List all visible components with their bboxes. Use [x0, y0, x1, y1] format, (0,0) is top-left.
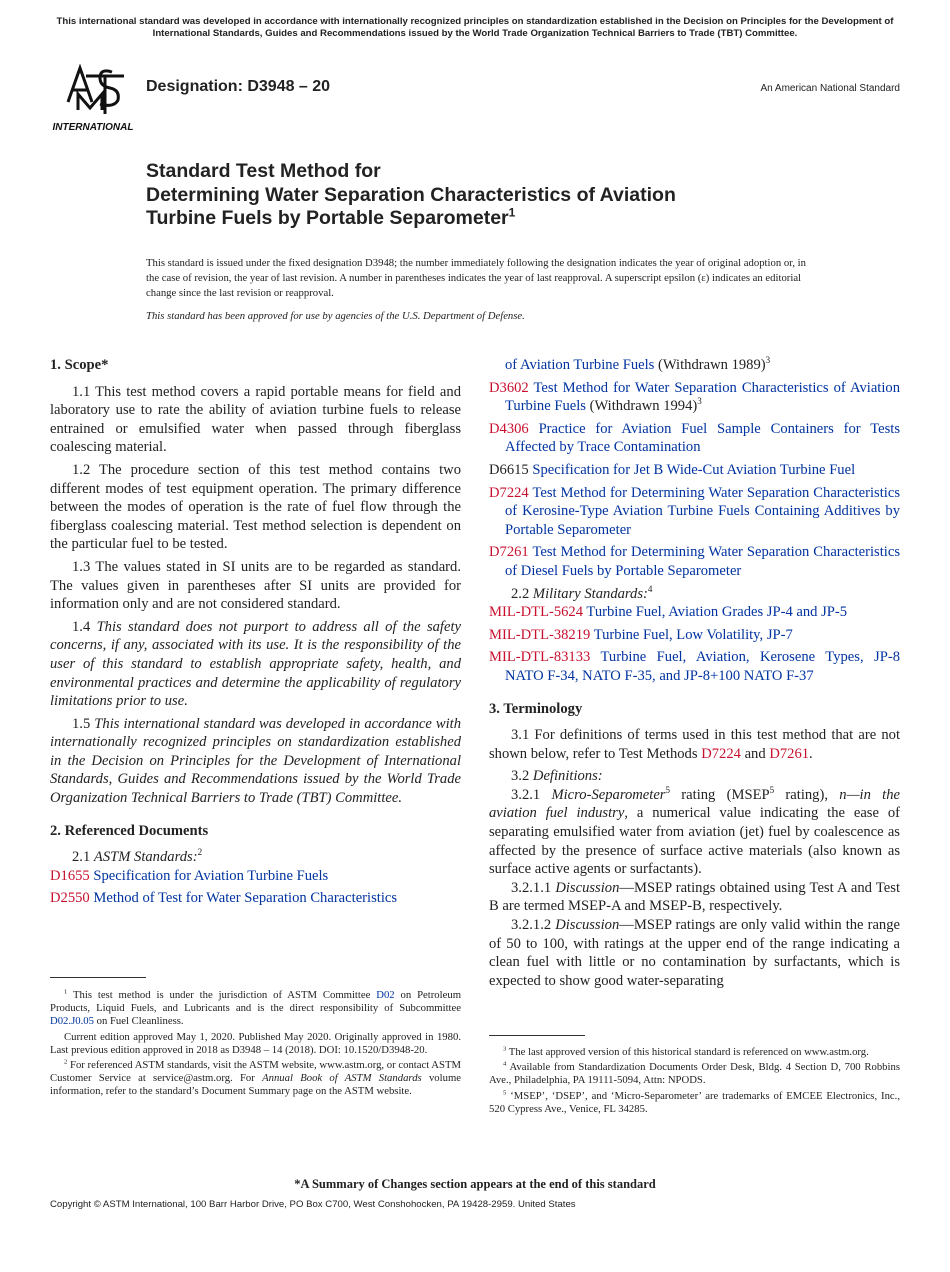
mil-5624-code-link[interactable]: MIL-DTL-5624: [489, 604, 584, 621]
ref-d7261-title-link[interactable]: Test Method for Determining Water Separation Characteristics of Diesel Fuels by Portable Separometer: [505, 544, 900, 579]
section-3-2-1-mark-2: 5: [769, 785, 775, 796]
section-2-1-number: 2.1: [72, 849, 91, 866]
footnote-4-text: Available from Standardization Documents Order Desk, Bldg. 4 Section D, 700 Robbins Ave., Philadelphia, PA 19111-5094, Attn: NPODS.: [489, 1061, 900, 1087]
referenced-documents-heading: 2. Referenced Documents: [50, 822, 209, 839]
title-line-3: Turbine Fuels by Portable Separometer: [146, 207, 509, 229]
title-line-1: Standard Test Method for: [146, 160, 381, 182]
ref-d6615-code: D6615: [489, 461, 529, 478]
ref-d3602-status: (Withdrawn 1994): [589, 398, 698, 415]
astm-logo-icon: [50, 58, 136, 134]
ref-d3602-footnote-mark: 3: [697, 396, 702, 407]
ref-d4306-title-link[interactable]: Practice for Aviation Fuel Sample Containers for Tests Affected by Trace Contamination: [505, 420, 900, 456]
footnote-2: [50, 1059, 461, 1099]
section-2-1-footnote-mark: 2: [197, 847, 203, 858]
logo-wordmark: INTERNATIONAL: [52, 122, 134, 133]
section-3-2-1-1-label: Discussion: [555, 879, 620, 896]
footnote-1-text-b: on Petroleum Products, Liquid Fuels, and Lubricants and is the direct responsibility of Subcommittee: [50, 989, 462, 1015]
tbt-notice: This international standard was developed in accordance with internationally recognized principles on standardization established in the Decision on Principles for the Development of International Standards, Guides and Recommendations issued by the World Trade Organization Technical Barriers to Trade (TBT) Committee.: [56, 16, 894, 39]
footnote-3-text: The last approved version of this historical standard is referenced on www.astm.org.: [508, 1046, 869, 1058]
subcommittee-link[interactable]: D02.J0.05: [50, 1015, 94, 1028]
ref-d3602-title-link[interactable]: Test Method for Water Separation Characteristics of Aviation Turbine Fuels: [505, 379, 900, 415]
ref-d7224-code-link[interactable]: D7224: [489, 484, 529, 501]
right-column: [489, 356, 900, 990]
section-3-2: [489, 767, 900, 786]
ref-d1655-title-link[interactable]: Specification for Aviation Turbine Fuels: [93, 867, 329, 884]
ref-d6615: [489, 461, 900, 480]
mil-83133-code-link[interactable]: MIL-DTL-83133: [489, 649, 591, 666]
copyright: Copyright © ASTM International, 100 Barr Harbor Drive, PO Box C700, West Conshohocken, PA 19428-2959. United States: [50, 1199, 576, 1210]
footnote-4-mark: 4: [503, 1060, 507, 1068]
section-3-2-1-c: , a numerical value indicating the ease of separating emulsified water from aviation (jet) fuel by coalescence as affected by the presence of surface active materials (also known as surface active agents or surfactants).: [489, 805, 900, 878]
section-3-2-1: [489, 786, 900, 879]
section-1-3: 1.3 The values stated in SI units are to be regarded as standard. The values given in parentheses after SI units are provided for information only and are not considered standard.: [50, 558, 461, 613]
footnote-2-book-title: Annual Book of ASTM Standards: [262, 1072, 422, 1085]
footnote-5-mark: 5: [503, 1089, 507, 1097]
section-3-2-number: 3.2: [511, 768, 530, 785]
ref-mil-38219: [489, 626, 900, 645]
ref-d2550: [50, 889, 461, 908]
footnote-1: [50, 989, 461, 1029]
section-3-2-1-1-number: 3.2.1.1: [511, 879, 552, 896]
section-3-2-1-2-label: Discussion: [555, 917, 620, 934]
section-2-2-text: Military Standards:: [532, 585, 648, 602]
mil-83133-title-link[interactable]: Turbine Fuel, Aviation, Kerosene Types, JP-8 NATO F-34, NATO F-35, and JP-8+100 NATO F-37: [505, 649, 901, 684]
designation: Designation: D3948 – 20: [146, 78, 331, 95]
ref-d2550-title-link-continued[interactable]: of Aviation Turbine Fuels: [505, 357, 655, 373]
section-1-5-number: 1.5: [72, 715, 91, 732]
footnote-2-mark: 2: [64, 1058, 68, 1066]
section-3-2-text: Definitions:: [532, 768, 603, 785]
ref-d4306-code-link[interactable]: D4306: [489, 420, 529, 437]
ref-d2550-code-link[interactable]: D2550: [50, 890, 90, 907]
section-3-2-1-term: Micro-Separometer: [551, 786, 666, 803]
section-3-1: [489, 726, 900, 763]
footnote-5-text: ‘MSEP’, ‘DSEP’, and ‘Micro-Separometer’ are trademarks of EMCEE Electronics, Inc., 520 Cypress Ave., Venice, FL 34285.: [489, 1089, 900, 1115]
ref-d7261: [489, 543, 900, 580]
ref-d2550-continued: [489, 356, 900, 375]
section-3-1-text: 3.1 For definitions of terms used in this test method that are not shown below, refer to Test Methods: [489, 727, 900, 762]
mil-5624-title-link[interactable]: Turbine Fuel, Aviation Grades JP-4 and JP-5: [586, 604, 848, 621]
section-2-1: [50, 848, 461, 867]
ref-d6615-title-link[interactable]: Specification for Jet B Wide-Cut Aviation Turbine Fuel: [532, 461, 856, 478]
ref-d2550-footnote-mark: 3: [765, 355, 771, 366]
footnote-divider-left: [50, 977, 146, 978]
footnote-2-text-a: For referenced ASTM standards, visit the ASTM website, www.astm.org, or contact ASTM Customer Service at service@astm.org. For: [50, 1059, 461, 1085]
national-standard-label: An American National Standard: [760, 83, 900, 94]
footnote-1-edition: Current edition approved May 1, 2020. Published May 2020. Originally approved in 1980. Last previous edition approved in 2018 as D3948 – 14 (2018). DOI: 10.1520/D3948-20.: [50, 1030, 461, 1056]
ref-d2550-status: (Withdrawn 1989): [658, 357, 766, 373]
section-1-5-text: This international standard was developed in accordance with internationally recognized principles on standardization established in the Decision on Principles for the Development of International Standards, Guides and Recommendations issued by the World Trade Organization Technical Barriers to Trade (TBT) Committee.: [50, 715, 462, 807]
footnotes-left: [50, 989, 461, 1101]
ref-d7224: [489, 484, 900, 540]
scope-heading: 1. Scope*: [50, 357, 109, 373]
left-column: [50, 356, 461, 912]
ref-d3602: [489, 379, 900, 416]
ref-d3602-code-link[interactable]: D3602: [489, 379, 529, 396]
section-3-1-d7224-link[interactable]: D7224: [701, 745, 741, 762]
ref-mil-5624: [489, 603, 900, 622]
section-1-1: 1.1 This test method covers a rapid portable means for field and laboratory use to rate the ability of aviation turbine fuels to release entrained or emulsified water when passed through fiberglass coalescing material.: [50, 383, 461, 456]
ref-d2550-title-link[interactable]: Method of Test for Water Separation Characteristics: [93, 890, 398, 907]
section-3-2-1-n: n—in the aviation fuel industry: [489, 786, 900, 822]
section-3-2-1-1-text: —MSEP ratings obtained using Test A and Test B are termed MSEP-A and MSEP-B, respectively.: [489, 879, 900, 915]
ref-d7261-code-link[interactable]: D7261: [489, 544, 529, 561]
section-3-1-end: .: [809, 745, 813, 762]
section-3-2-1-mark: 5: [665, 785, 671, 796]
ref-d1655-code-link[interactable]: D1655: [50, 867, 90, 884]
footnote-1-text-a: This test method is under the jurisdiction of ASTM Committee: [72, 989, 371, 1001]
footnote-3: [489, 1046, 900, 1059]
mil-38219-title-link[interactable]: Turbine Fuel, Low Volatility, JP-7: [593, 626, 793, 643]
section-2-1-text: ASTM Standards:: [93, 849, 198, 866]
section-2-2: [489, 585, 900, 604]
footnote-5: [489, 1090, 900, 1116]
footnote-3-mark: 3: [503, 1045, 507, 1053]
summary-of-changes-note: *A Summary of Changes section appears at the end of this standard: [294, 1177, 656, 1191]
footnote-1-mark: 1: [64, 988, 68, 996]
section-3-2-1-1: [489, 879, 900, 916]
footnote-2-text-b: volume information, refer to the standard’s Document Summary page on the ASTM website.: [50, 1072, 462, 1098]
section-3-1-and: and: [744, 745, 766, 762]
footnote-4: [489, 1061, 900, 1087]
footnote-divider-right: [489, 1035, 585, 1036]
ref-mil-83133: [489, 648, 900, 685]
section-3-2-1-2-number: 3.2.1.2: [511, 917, 552, 934]
ref-d1655: [50, 867, 461, 886]
section-3-2-1-2-text: —MSEP ratings are only valid within the range of 50 to 100, with ratings at the upper end of the range indicating a clean fuel with little or no contamination by surfactants, which is expected to show good water-separating: [489, 917, 900, 989]
section-1-4-text: This standard does not purport to address all of the safety concerns, if any, associated with its use. It is the responsibility of the user of this standard to establish appropriate safety, health, and environmental practices and determine the applicability of regulatory limitations prior to use.: [50, 618, 461, 710]
section-1-4: [50, 618, 461, 711]
ref-d7224-title-link[interactable]: Test Method for Determining Water Separation Characteristics of Kerosine-Type Aviation Turbine Fuels Containing Additives by Portable Separometer: [505, 484, 900, 538]
title-footnote-mark: 1: [508, 205, 516, 220]
terminology-heading: 3. Terminology: [489, 700, 583, 717]
dod-approval-note: This standard has been approved for use by agencies of the U.S. Department of Defense.: [146, 310, 525, 322]
section-2-2-footnote-mark: 4: [647, 583, 653, 594]
title-line-2: Determining Water Separation Characteristics of Aviation: [146, 183, 676, 206]
footnote-1-text-c: on Fuel Cleanliness.: [96, 1015, 184, 1028]
section-1-2: 1.2 The procedure section of this test method contains two different modes of test equipment operation. The primary difference between the modes of operation is the rate of fuel flow through the fiberglass coalescing material. Test method selection is dependent on the particular fuel to be tested.: [50, 461, 461, 553]
section-2-2-number: 2.2: [511, 585, 530, 602]
footnotes-right: [489, 1046, 900, 1118]
section-1-4-number: 1.4: [72, 618, 91, 635]
committee-d02-link[interactable]: D02: [376, 989, 395, 1001]
section-3-1-d7261-link[interactable]: D7261: [769, 745, 810, 762]
section-3-2-1-2: [489, 916, 900, 990]
ref-d4306: [489, 420, 900, 457]
document-title: [146, 160, 846, 231]
section-3-2-1-number: 3.2.1: [511, 786, 541, 803]
section-3-2-1-a: rating (MSEP: [681, 786, 770, 803]
issuance-note: This standard is issued under the fixed designation D3948; the number immediately following the designation indicates the year of original adoption or, in the case of revision, the year of last revision. A number in parentheses indicates the year of last reapproval. A superscript epsilon (ε) indicates an editorial change since the last revision or reapproval.: [146, 257, 806, 299]
mil-38219-code-link[interactable]: MIL-DTL-38219: [489, 626, 591, 643]
section-3-2-1-b: rating),: [785, 786, 828, 803]
section-1-5: [50, 715, 461, 808]
